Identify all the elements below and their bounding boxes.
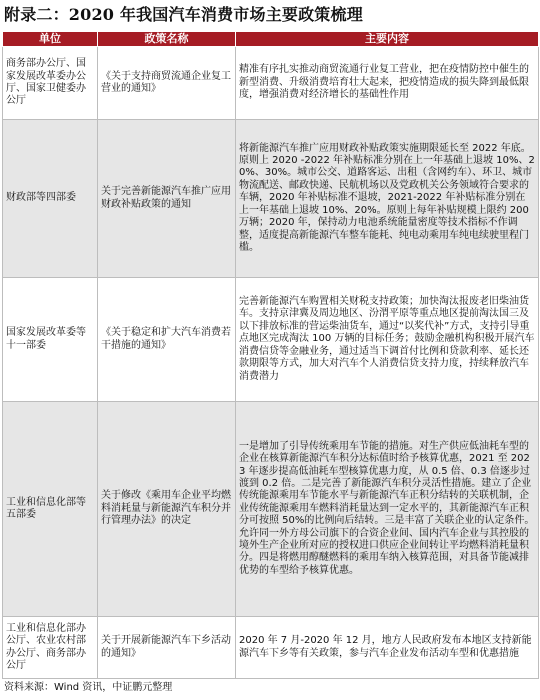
- table-header-row: [3, 32, 539, 47]
- table-row: [3, 120, 539, 278]
- header-policy: 政策名称: [98, 32, 236, 47]
- table-row: [3, 402, 539, 617]
- table-row: [3, 617, 539, 679]
- table-row: [3, 278, 539, 402]
- content-cell: 2020 年 7 月-2020 年 12 月，地方人民政府发布本地区支持新能源汽车下乡等有关政策，参与汽车企业发布活动车型和优惠措施: [236, 617, 539, 679]
- content-cell: 一是增加了引导传统乘用车节能的措施。对生产供应低油耗车型的企业在核算新能源汽车积分达标值时给予核算优惠，2021 至 2023 年逐步提高低油耗车型核算优惠力度，从 0.5 倍、0.3 倍逐步过渡到 0.2 倍。二是完善了新能源汽车积分灵活性措施。建立了企业传统能源乘用车节能水平与新能源汽车正积分结转的关联机制，企业传统能源乘用车燃料消耗量达到一定水平的，其新能源汽车正积分可按照 50%的比例向后结转。三是丰富了关联企业的认定条件。允许同一外方母公司旗下的合资企业间、国内汽车企业与其控股的境外生产企业所对应的授权进口供应企业间转让平均燃料消耗量积分。四是将燃用醇醚燃料的乘用车纳入核算范围，对具备节能减排优势的车型给予核算优惠。: [236, 402, 539, 617]
- dept-cell: 商务部办公厅、国家发展改革委办公厅、国家卫健委办公厅: [3, 47, 98, 120]
- table-row: [3, 47, 539, 120]
- header-content: 主要内容: [236, 32, 539, 47]
- dept-cell: 工业和信息化部办公厅、农业农村部办公厅、商务部办公厅: [3, 617, 98, 679]
- header-dept: 单位: [3, 32, 98, 47]
- page-title: 附录二：2020 年我国汽车消费市场主要政策梳理: [4, 5, 363, 24]
- content-cell: 将新能源汽车推广应用财政补贴政策实施期限延长至 2022 年底。原则上 2020 -2022 年补贴标准分别在上一年基础上退坡 10%、20%、30%。城市公交、道路客运、出租（含网约车）、环卫、城市物流配送、邮政快递、民航机场以及党政机关公务领域符合要求的车辆，2020 年补贴标准不退坡，2021-2022 年补贴标准分别在上一年基础上退坡 10%、20%。原则上每年补贴规模上限约 200 万辆；2020 年，保持动力电池系统能量密度等技术指标不作调整，适度提高新能源汽车整车能耗、纯电动乘用车纯电续驶里程门槛。: [236, 120, 539, 278]
- policy-cell: 《关于稳定和扩大汽车消费若干措施的通知》: [98, 278, 236, 402]
- source-note: 资料来源：Wind 资讯，中证鹏元整理: [4, 682, 173, 693]
- dept-cell: 工业和信息化部等五部委: [3, 402, 98, 617]
- policy-cell: 关于修改《乘用车企业平均燃料消耗量与新能源汽车积分并行管理办法》的决定: [98, 402, 236, 617]
- policy-cell: 关于完善新能源汽车推广应用财政补贴政策的通知: [98, 120, 236, 278]
- dept-cell: 财政部等四部委: [3, 120, 98, 278]
- dept-cell: 国家发展改革委等十一部委: [3, 278, 98, 402]
- content-cell: 精准有序扎实推动商贸流通行业复工营业，把在疫情防控中催生的新型消费、升级消费培育壮大起来，把疫情造成的损失降到最低限度，增强消费对经济增长的基础性作用: [236, 47, 539, 120]
- policy-table: [2, 31, 539, 679]
- policy-cell: 关于开展新能源汽车下乡活动的通知》: [98, 617, 236, 679]
- content-cell: 完善新能源汽车购置相关财税支持政策；加快淘汰报废老旧柴油货车。支持京津冀及周边地区、汾渭平原等重点地区提前淘汰国三及以下排放标准的营运柴油货车，通过“以奖代补”方式，支持引导重点地区完成淘汰 100 万辆的目标任务；鼓励金融机构积极开展汽车消费信贷等金融业务，通过适当下调首付比例和贷款利率、延长还款期限等方式，加大对汽车个人消费信贷支持力度，持续释放汽车消费潜力: [236, 278, 539, 402]
- policy-cell: 《关于支持商贸流通企业复工营业的通知》: [98, 47, 236, 120]
